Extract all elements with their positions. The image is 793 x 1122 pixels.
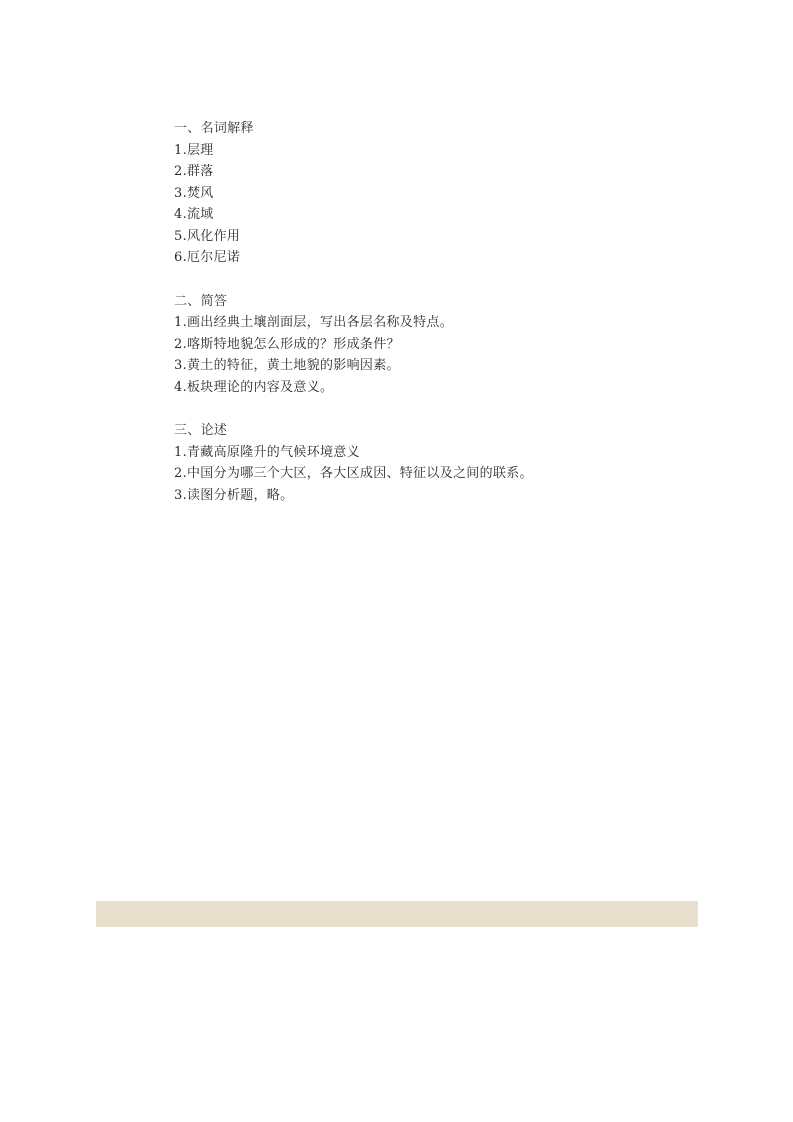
list-item: 1.画出经典土壤剖面层，写出各层名称及特点。 xyxy=(174,315,454,330)
list-item: 3.焚风 xyxy=(174,185,214,201)
section-heading: 三、论述 xyxy=(174,423,228,438)
list-item: 1.层理 xyxy=(174,142,214,158)
list-item: 5.风化作用 xyxy=(174,228,241,244)
list-item: 6.厄尔尼诺 xyxy=(174,250,241,265)
section-short-answer xyxy=(174,291,734,399)
list-item: 2.中国分为哪三个大区，各大区成因、特征以及之间的联系。 xyxy=(174,466,533,481)
section-heading: 一、名词解释 xyxy=(174,121,254,136)
list-item: 3.读图分析题，略。 xyxy=(174,487,294,503)
list-item: 4.板块理论的内容及意义。 xyxy=(174,379,334,395)
list-item: 3.黄土的特征，黄土地貌的影响因素。 xyxy=(174,358,400,373)
list-item: 1.青藏高原隆升的气候环境意义 xyxy=(174,444,360,460)
list-item: 4.流域 xyxy=(174,207,214,222)
section-term-definitions xyxy=(174,118,734,269)
list-item: 2.群落 xyxy=(174,164,214,179)
footer-bar xyxy=(96,901,698,927)
list-item: 2.喀斯特地貌怎么形成的？形成条件？ xyxy=(174,336,400,352)
document-body xyxy=(174,118,734,506)
section-essay xyxy=(174,420,734,506)
section-heading: 二、简答 xyxy=(174,293,228,309)
